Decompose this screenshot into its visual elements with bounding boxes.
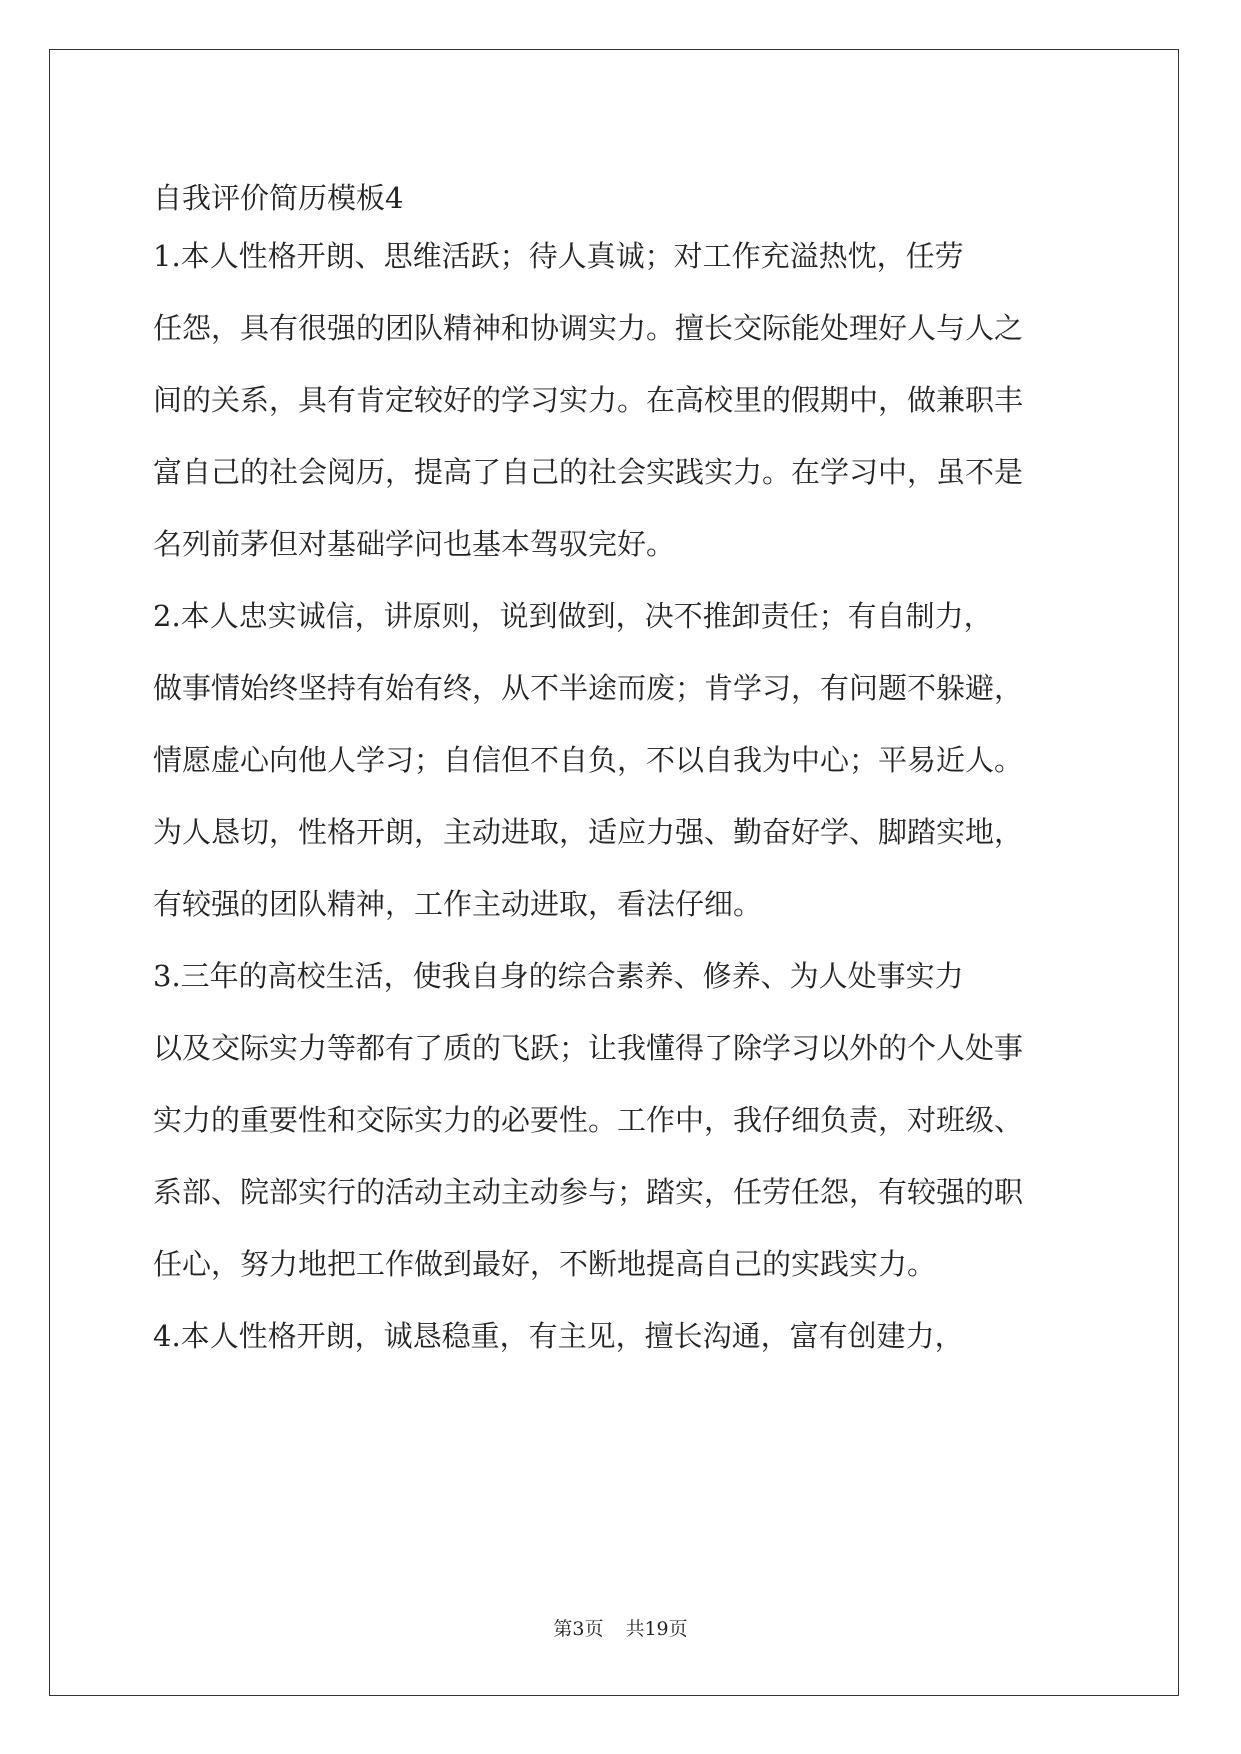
paragraph-3-line-5: 任心，努力地把工作做到最好，不断地提高自己的实践实力。	[153, 1247, 937, 1281]
paragraph-4-line-1: 4.本人性格开朗，诚恳稳重，有主见，擅长沟通，富有创建力，	[153, 1319, 964, 1353]
paragraph-1-line-1: 1.本人性格开朗、思维活跃；待人真诚；对工作充溢热忱，任劳	[153, 239, 964, 273]
paragraph-3-line-4: 系部、院部实行的活动主动主动参与；踏实，任劳任怨，有较强的职	[153, 1175, 1024, 1209]
document-title: 自我评价简历模板4	[153, 181, 404, 215]
paragraph-1-line-4: 富自己的社会阅历，提高了自己的社会实践实力。在学习中，虽不是	[153, 455, 1024, 489]
paragraph-2-line-4: 为人恳切，性格开朗，主动进取，适应力强、勤奋好学、脚踏实地，	[153, 815, 1024, 849]
paragraph-1-line-2: 任怨，具有很强的团队精神和协调实力。擅长交际能处理好人与人之	[153, 311, 1024, 345]
paragraph-2-line-1: 2.本人忠实诚信，讲原则，说到做到，决不推卸责任；有自制力，	[153, 599, 993, 633]
paragraph-2-line-3: 情愿虚心向他人学习；自信但不自负，不以自我为中心；平易近人。	[153, 743, 1024, 777]
page-footer	[0, 1614, 1241, 1641]
page-total: 共19页	[625, 1618, 688, 1640]
paragraph-2-line-5: 有较强的团队精神，工作主动进取，看法仔细。	[153, 887, 763, 921]
page-border	[49, 49, 1179, 1696]
paragraph-2-line-2: 做事情始终坚持有始有终，从不半途而废；肯学习，有问题不躲避，	[153, 671, 1024, 705]
paragraph-3-line-1: 3.三年的高校生活，使我自身的综合素养、修养、为人处事实力	[153, 959, 964, 993]
paragraph-1-line-5: 名列前茅但对基础学问也基本驾驭完好。	[153, 527, 676, 561]
paragraph-3-line-3: 实力的重要性和交际实力的必要性。工作中，我仔细负责，对班级、	[153, 1103, 1024, 1137]
paragraph-3-line-2: 以及交际实力等都有了质的飞跃；让我懂得了除学习以外的个人处事	[153, 1031, 1024, 1065]
paragraph-1-line-3: 间的关系，具有肯定较好的学习实力。在高校里的假期中，做兼职丰	[153, 383, 1024, 417]
page-number: 第3页	[553, 1618, 604, 1640]
